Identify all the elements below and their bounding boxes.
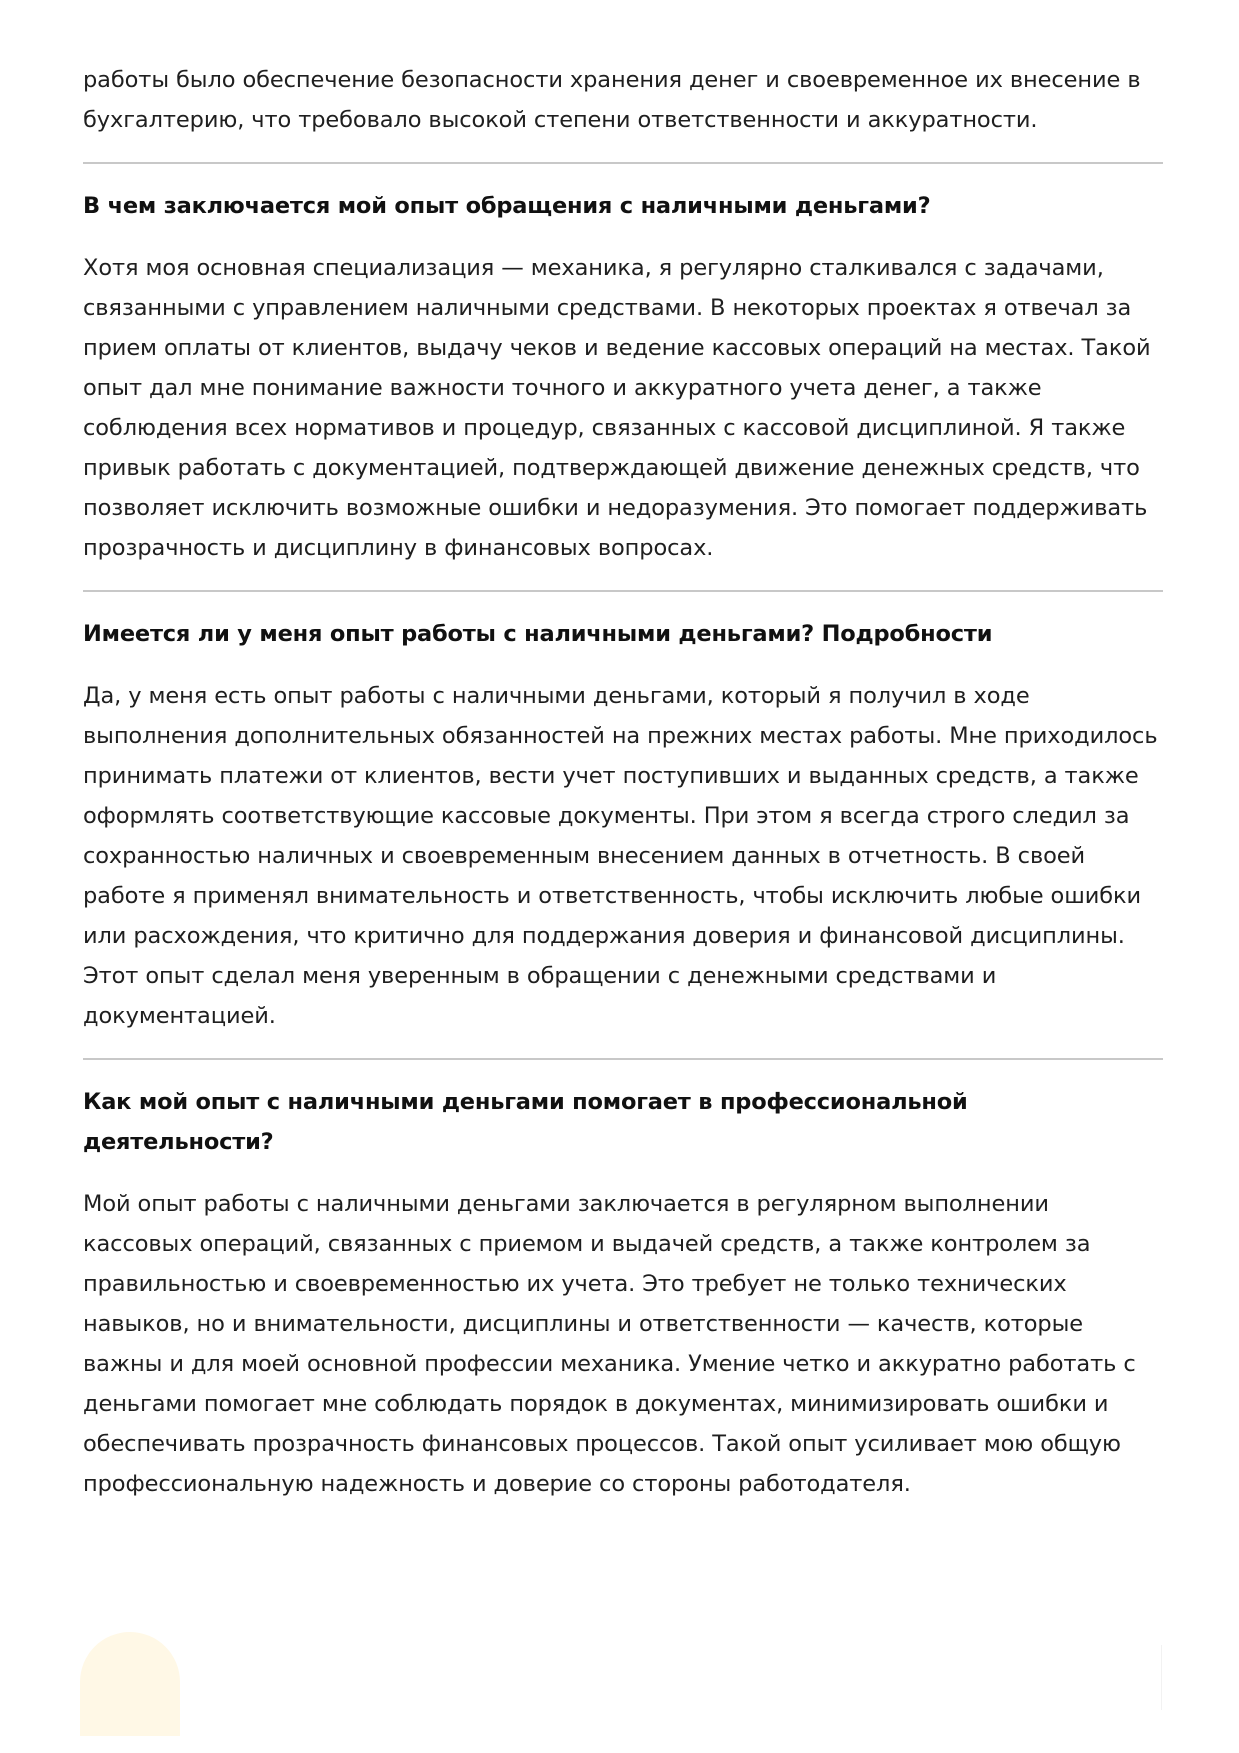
section-1-body: Хотя моя основная специализация — механика, я регулярно сталкивался с задачами, связанными с управлением наличными средствами. В некоторых проектах я отвечал за прием оплаты от клиентов, выдачу чеков и ведение кассовых операций на местах. Такой опыт дал мне понимание важности точного и аккуратного учета денег, а также соблюдения всех нормативов и процедур, связанных с кассовой дисциплиной. Я также привык работать с документацией, подтверждающей движение денежных средств, что позволяет исключить возможные ошибки и недоразумения. Это помогает поддерживать прозрачность и дисциплину в финансовых вопросах. [83, 255, 1151, 561]
section-divider [83, 590, 1163, 592]
section-divider [83, 1058, 1163, 1060]
section-3-title: Как мой опыт с наличными деньгами помогает в профессиональной деятельности? [83, 1089, 968, 1155]
document-page [83, 60, 1163, 1504]
decorative-corner-shape [80, 1632, 180, 1736]
intro-paragraph: работы было обеспечение безопасности хранения денег и своевременное их внесение в бухгалтерию, что требовало высокой степени ответственности и аккуратности. [83, 67, 1141, 133]
section-1-title: В чем заключается мой опыт обращения с наличными деньгами? [83, 193, 931, 219]
section-2-title: Имеется ли у меня опыт работы с наличными деньгами? Подробности [83, 621, 993, 647]
section-divider [83, 162, 1163, 164]
section-2-body: Да, у меня есть опыт работы с наличными деньгами, который я получил в ходе выполнения дополнительных обязанностей на прежних местах работы. Мне приходилось принимать платежи от клиентов, вести учет поступивших и выданных средств, а также оформлять соответствующие кассовые документы. При этом я всегда строго следил за сохранностью наличных и своевременным внесением данных в отчетность. В своей работе я применял внимательность и ответственность, чтобы исключить любые ошибки или расхождения, что критично для поддержания доверия и финансовой дисциплины. Этот опыт сделал меня уверенным в обращении с денежными средствами и документацией. [83, 683, 1158, 1029]
decorative-edge-line [1161, 1645, 1162, 1710]
section-3-body: Мой опыт работы с наличными деньгами заключается в регулярном выполнении кассовых операций, связанных с приемом и выдачей средств, а также контролем за правильностью и своевременностью их учета. Это требует не только технических навыков, но и внимательности, дисциплины и ответственности — качеств, которые важны и для моей основной профессии механика. Умение четко и аккуратно работать с деньгами помогает мне соблюдать порядок в документах, минимизировать ошибки и обеспечивать прозрачность финансовых процессов. Такой опыт усиливает мою общую профессиональную надежность и доверие со стороны работодателя. [83, 1191, 1136, 1497]
